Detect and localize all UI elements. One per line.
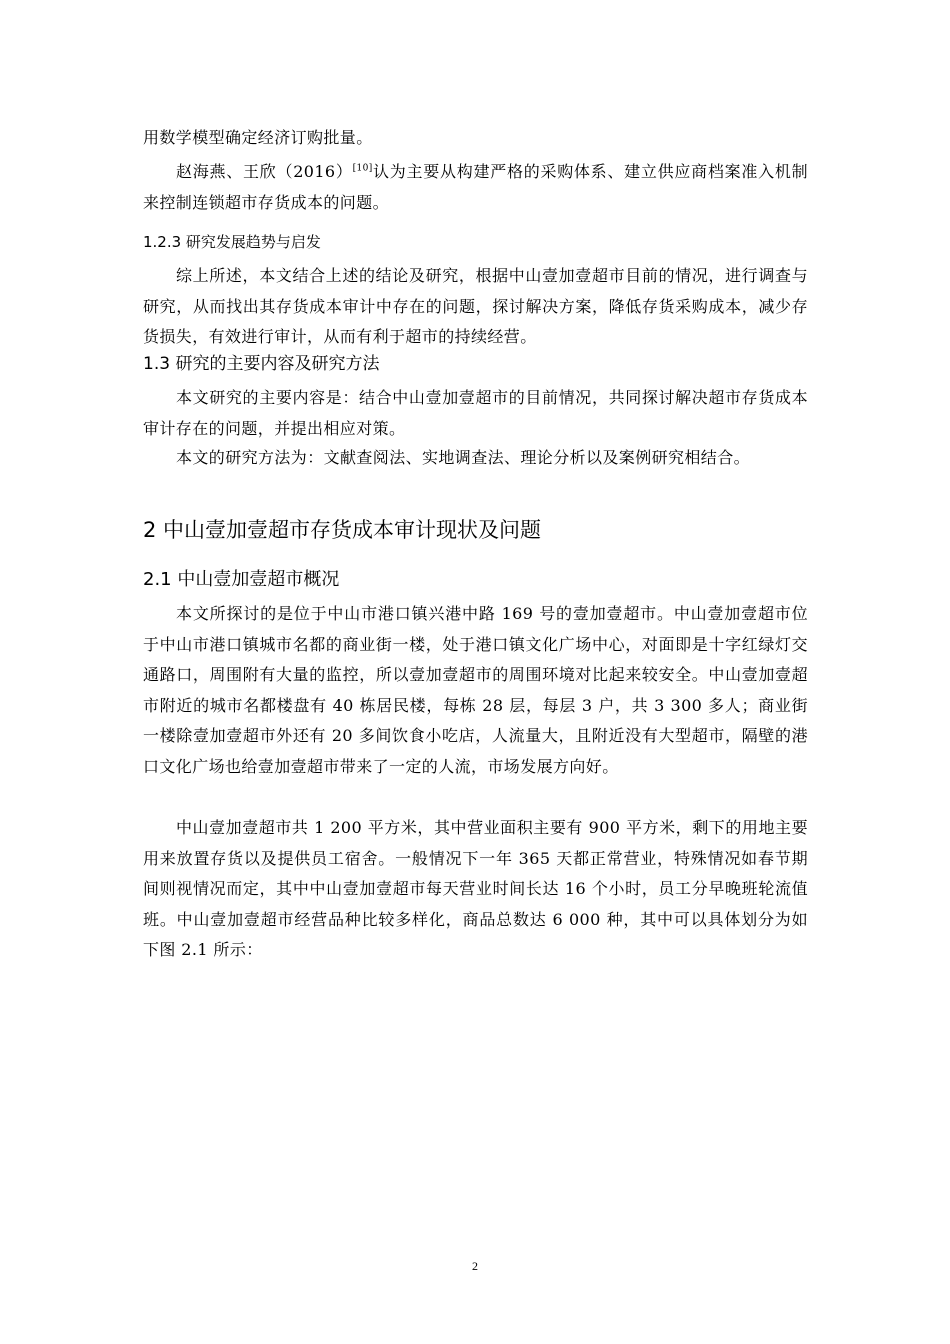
- heading-2-1: 2.1 中山壹加壹超市概况: [143, 569, 340, 590]
- heading-chapter-2: 2 中山壹加壹超市存货成本审计现状及问题: [143, 518, 542, 542]
- paragraph-area-operations: 中山壹加壹超市共 1 200 平方米，其中营业面积主要有 900 平方米，剩下的用地主要用来放置存货以及提供员工宿舍。一般情况下一年 365 天都正常营业，特殊情况如春节期间则视情况而定，其中中山壹加壹超市每天营业时间长达 16 个小时，员工分早晚班轮流值班。中山壹加壹超市经营品种比较多样化，商品总数达 6 000 种，其中可以具体划分为如下图 2.1 所示：: [143, 818, 808, 959]
- page-number: 2: [472, 1259, 478, 1273]
- paragraph-text: 认为主要从构建严格的采购体系、建立供应商档案准入机制来控制连锁超市存货成本的问题。: [143, 162, 808, 212]
- paragraph-zhao-wang: [143, 157, 808, 218]
- heading-1-3: 1.3 研究的主要内容及研究方法: [143, 354, 380, 374]
- paragraph-continued: 用数学模型确定经济订购批量。: [143, 128, 373, 147]
- paragraph-main-content: 本文研究的主要内容是：结合中山壹加壹超市的目前情况，共同探讨解决超市存货成本审计存在的问题，并提出相应对策。: [143, 388, 808, 438]
- paragraph-text: 赵海燕、王欣（2016）: [176, 162, 353, 181]
- paragraph-overview: 本文所探讨的是位于中山市港口镇兴港中路 169 号的壹加壹超市。中山壹加壹超市位于中山市港口镇城市名都的商业街一楼，处于港口镇文化广场中心，对面即是十字红绿灯交通路口，周围附有大量的监控，所以壹加壹超市的周围环境对比起来较安全。中山壹加壹超市附近的城市名都楼盘有 40 栋居民楼，每栋 28 层，每层 3 户，共 3 300 多人；商业街一楼除壹加壹超市外还有 20 多间饮食小吃店，人流量大，且附近没有大型超市，隔壁的港口文化广场也给壹加壹超市带来了一定的人流，市场发展方向好。: [143, 604, 808, 776]
- heading-1-2-3: 1.2.3 研究发展趋势与启发: [143, 233, 321, 251]
- citation-superscript: [10]: [352, 163, 373, 174]
- paragraph-method: 本文的研究方法为：文献查阅法、实地调查法、理论分析以及案例研究相结合。: [176, 448, 751, 467]
- paragraph-summary: 综上所述，本文结合上述的结论及研究，根据中山壹加壹超市目前的情况，进行调查与研究，从而找出其存货成本审计中存在的问题，探讨解决方案，降低存货采购成本，减少存货损失，有效进行审计，从而有利于超市的持续经营。: [143, 266, 808, 346]
